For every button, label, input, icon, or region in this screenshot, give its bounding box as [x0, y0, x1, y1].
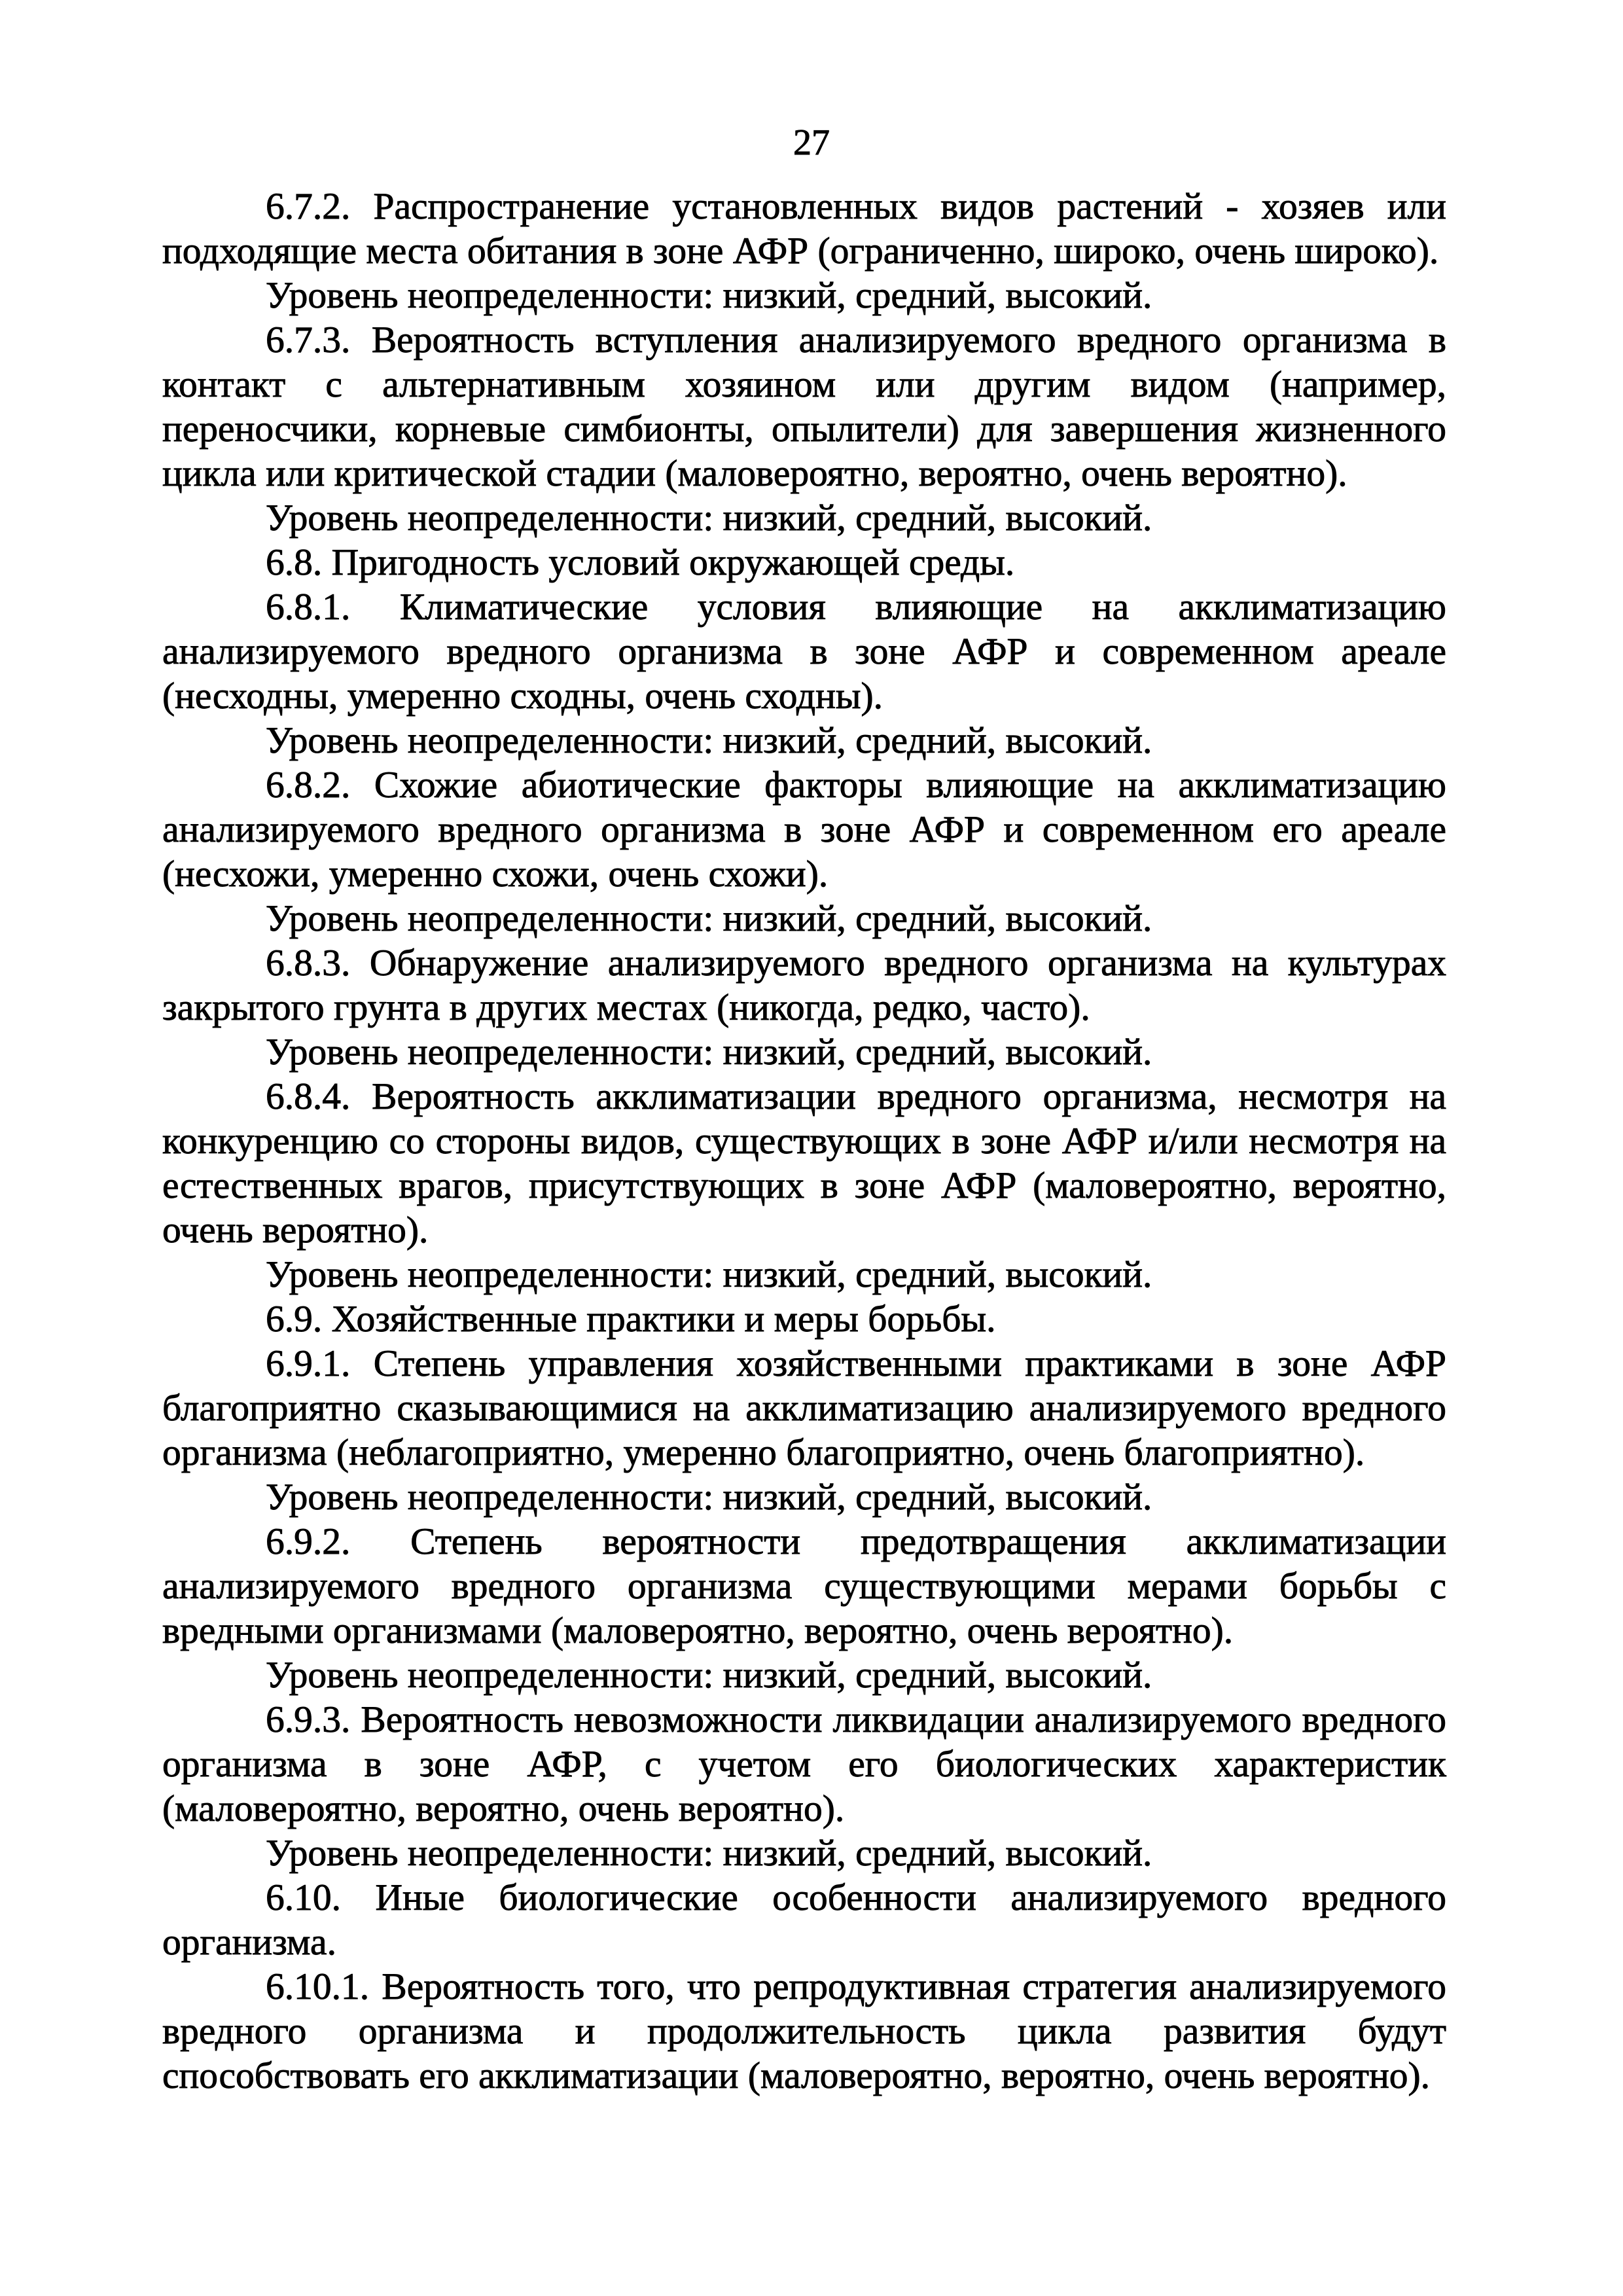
- uncertainty-level: Уровень неопределенности: низкий, средний, высокий.: [266, 275, 1152, 316]
- uncertainty-level: Уровень неопределенности: низкий, средний, высокий.: [266, 1477, 1152, 1518]
- paragraph-6-8-2: 6.8.2. Схожие абиотические факторы влияющие на акклиматизацию анализируемого вредного организма в зоне АФР и современном его ареале (несхожи, умеренно схожи, очень схожи).: [162, 764, 1446, 895]
- section-heading-6-9: 6.9. Хозяйственные практики и меры борьбы.: [266, 1299, 996, 1340]
- uncertainty-level: Уровень неопределенности: низкий, средний, высокий.: [266, 1655, 1152, 1696]
- section-heading-6-10: 6.10. Иные биологические особенности анализируемого вредного организма.: [162, 1877, 1446, 1963]
- section-heading-6-8: 6.8. Пригодность условий окружающей среды.: [266, 542, 1015, 583]
- paragraph-6-8-4: 6.8.4. Вероятность акклиматизации вредного организма, несмотря на конкуренцию со стороны видов, существующих в зоне АФР и/или несмотря на естественных врагов, присутствующих в зоне АФР (маловероятно, вероятно, очень вероятно).: [162, 1076, 1446, 1251]
- paragraph-6-10-1: 6.10.1. Вероятность того, что репродуктивная стратегия анализируемого вредного организма и продолжительность цикла развития будут способствовать его акклиматизации (маловероятно, вероятно, очень вероятно).: [162, 1966, 1446, 2096]
- uncertainty-level: Уровень неопределенности: низкий, средний, высокий.: [266, 1254, 1152, 1295]
- paragraph-6-7-2: 6.7.2. Распространение установленных видов растений - хозяев или подходящие места обитания в зоне АФР (ограниченно, широко, очень широко).: [162, 186, 1446, 272]
- paragraph-6-8-3: 6.8.3. Обнаружение анализируемого вредного организма на культурах закрытого грунта в других местах (никогда, редко, часто).: [162, 942, 1446, 1028]
- uncertainty-level: Уровень неопределенности: низкий, средний, высокий.: [266, 497, 1152, 539]
- paragraph-6-9-3: 6.9.3. Вероятность невозможности ликвидации анализируемого вредного организма в зоне АФР, с учетом его биологических характеристик (маловероятно, вероятно, очень вероятно).: [162, 1699, 1446, 1829]
- page-number: 27: [793, 122, 830, 163]
- paragraph-6-9-2: 6.9.2. Степень вероятности предотвращения акклиматизации анализируемого вредного организма существующими мерами борьбы с вредными организмами (маловероятно, вероятно, очень вероятно).: [162, 1521, 1446, 1651]
- uncertainty-level: Уровень неопределенности: низкий, средний, высокий.: [266, 1031, 1152, 1073]
- uncertainty-level: Уровень неопределенности: низкий, средний, высокий.: [266, 1833, 1152, 1874]
- paragraph-6-8-1: 6.8.1. Климатические условия влияющие на акклиматизацию анализируемого вредного организма в зоне АФР и современном ареале (несходны, умеренно сходны, очень сходны).: [162, 586, 1446, 717]
- uncertainty-level: Уровень неопределенности: низкий, средний, высокий.: [266, 720, 1152, 761]
- paragraph-6-9-1: 6.9.1. Степень управления хозяйственными практиками в зоне АФР благоприятно сказывающимися на акклиматизацию анализируемого вредного организма (неблагоприятно, умеренно благоприятно, очень благоприятно).: [162, 1343, 1446, 1473]
- document-body: [162, 185, 1446, 2098]
- paragraph-6-7-3: 6.7.3. Вероятность вступления анализируемого вредного организма в контакт с альтернативным хозяином или другим видом (например, переносчики, корневые симбионты, опылители) для завершения жизненного цикла или критической стадии (маловероятно, вероятно, очень вероятно).: [162, 319, 1446, 494]
- uncertainty-level: Уровень неопределенности: низкий, средний, высокий.: [266, 898, 1152, 939]
